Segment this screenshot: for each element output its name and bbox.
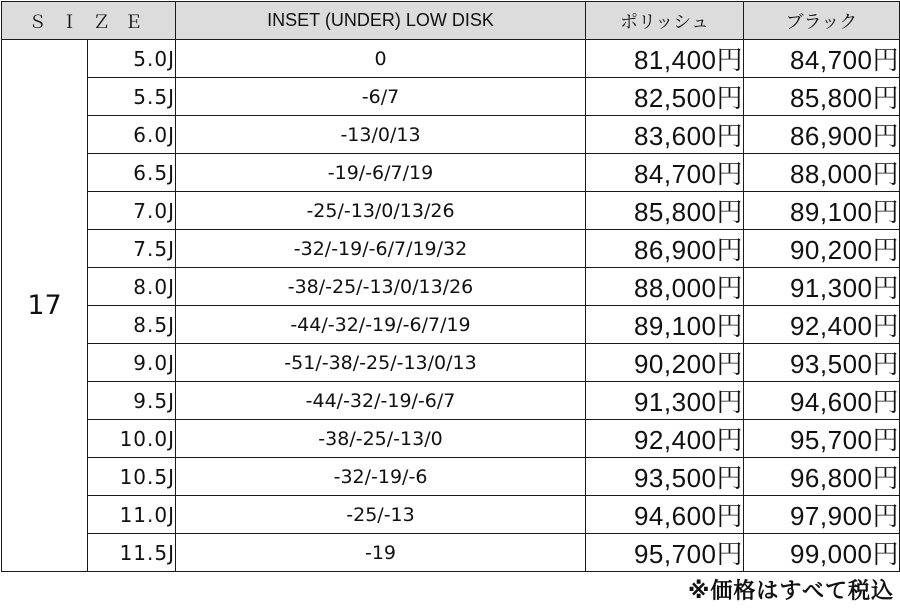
width-cell: 8.0J <box>88 268 176 306</box>
table-row <box>2 534 900 572</box>
inset-cell: -44/-32/-19/-6/7/19 <box>176 306 586 344</box>
table-row <box>2 382 900 420</box>
inset-cell: -25/-13 <box>176 496 586 534</box>
width-cell: 7.0J <box>88 192 176 230</box>
polish-cell: 95,700円 <box>586 534 744 572</box>
table-row <box>2 116 900 154</box>
black-cell: 93,500円 <box>744 344 900 382</box>
black-cell: 90,200円 <box>744 230 900 268</box>
table-row <box>2 192 900 230</box>
black-cell: 91,300円 <box>744 268 900 306</box>
inset-cell: -6/7 <box>176 78 586 116</box>
width-cell: 9.5J <box>88 382 176 420</box>
width-cell: 11.0J <box>88 496 176 534</box>
rim-size-cell: 17 <box>2 40 88 572</box>
polish-cell: 81,400円 <box>586 40 744 78</box>
polish-cell: 93,500円 <box>586 458 744 496</box>
black-cell: 94,600円 <box>744 382 900 420</box>
table-body <box>2 40 900 572</box>
table-row <box>2 154 900 192</box>
inset-cell: -19/-6/7/19 <box>176 154 586 192</box>
header-black: ブラック <box>744 2 900 40</box>
table-row <box>2 230 900 268</box>
width-cell: 11.5J <box>88 534 176 572</box>
table-row <box>2 496 900 534</box>
inset-cell: -32/-19/-6 <box>176 458 586 496</box>
polish-cell: 91,300円 <box>586 382 744 420</box>
header-inset: INSET (UNDER) LOW DISK <box>176 2 586 40</box>
black-cell: 99,000円 <box>744 534 900 572</box>
inset-cell: 0 <box>176 40 586 78</box>
polish-cell: 89,100円 <box>586 306 744 344</box>
black-cell: 86,900円 <box>744 116 900 154</box>
inset-cell: -19 <box>176 534 586 572</box>
table-row <box>2 458 900 496</box>
inset-cell: -13/0/13 <box>176 116 586 154</box>
width-cell: 10.0J <box>88 420 176 458</box>
width-cell: 7.5J <box>88 230 176 268</box>
table-row <box>2 78 900 116</box>
table-row <box>2 40 900 78</box>
width-cell: 5.5J <box>88 78 176 116</box>
width-cell: 6.5J <box>88 154 176 192</box>
black-cell: 85,800円 <box>744 78 900 116</box>
width-cell: 10.5J <box>88 458 176 496</box>
header-row <box>2 2 900 40</box>
inset-cell: -51/-38/-25/-13/0/13 <box>176 344 586 382</box>
polish-cell: 94,600円 <box>586 496 744 534</box>
black-cell: 88,000円 <box>744 154 900 192</box>
polish-cell: 88,000円 <box>586 268 744 306</box>
header-polish: ポリッシュ <box>586 2 744 40</box>
inset-cell: -25/-13/0/13/26 <box>176 192 586 230</box>
table-row <box>2 344 900 382</box>
black-cell: 92,400円 <box>744 306 900 344</box>
width-cell: 5.0J <box>88 40 176 78</box>
polish-cell: 83,600円 <box>586 116 744 154</box>
inset-cell: -38/-25/-13/0/13/26 <box>176 268 586 306</box>
table-row <box>2 420 900 458</box>
table-row <box>2 268 900 306</box>
black-cell: 84,700円 <box>744 40 900 78</box>
header-size: ＳＩＺＥ <box>2 2 176 40</box>
width-cell: 9.0J <box>88 344 176 382</box>
inset-cell: -44/-32/-19/-6/7 <box>176 382 586 420</box>
price-table <box>1 1 900 572</box>
polish-cell: 92,400円 <box>586 420 744 458</box>
black-cell: 95,700円 <box>744 420 900 458</box>
black-cell: 97,900円 <box>744 496 900 534</box>
tax-footnote: ※価格はすべて税込 <box>688 579 894 604</box>
polish-cell: 82,500円 <box>586 78 744 116</box>
polish-cell: 90,200円 <box>586 344 744 382</box>
black-cell: 89,100円 <box>744 192 900 230</box>
width-cell: 6.0J <box>88 116 176 154</box>
inset-cell: -32/-19/-6/7/19/32 <box>176 230 586 268</box>
table-row <box>2 306 900 344</box>
black-cell: 96,800円 <box>744 458 900 496</box>
polish-cell: 85,800円 <box>586 192 744 230</box>
inset-cell: -38/-25/-13/0 <box>176 420 586 458</box>
width-cell: 8.5J <box>88 306 176 344</box>
polish-cell: 84,700円 <box>586 154 744 192</box>
polish-cell: 86,900円 <box>586 230 744 268</box>
